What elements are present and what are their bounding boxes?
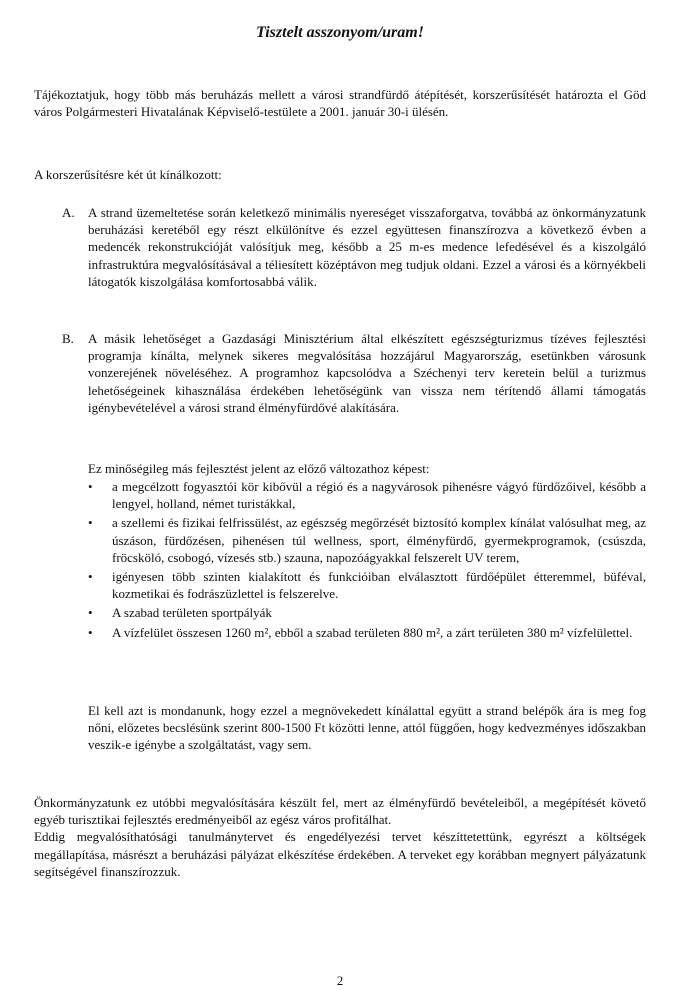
list-item	[88, 624, 646, 641]
list-item	[88, 514, 646, 566]
option-a	[62, 204, 646, 290]
option-b-text: A másik lehetőséget a Gazdasági Minisztérium által elkészített egészségturizmus tízéves fejlesztési programja kínálta, melynek sikeres megvalósítása hozzájárul Magyarország, esetünkben városunk vonzerejének növeléséhez. A programhoz kapcsolódva a Széchenyi terv keretein belül a turizmus lehetőségeinek kihasználása érdekében lehetőségünk van vissza nem térítendő állami támogatás igénybevételével a városi strand élményfürdővé alakítására.	[88, 331, 646, 415]
option-a-marker: A.	[62, 205, 75, 220]
price-note-paragraph: El kell azt is mondanunk, hogy ezzel a megnövekedett kínálattal együtt a strand belépők ára is meg fog nőni, előzetes becslésünk szerint 800-1500 Ft közötti lenne, attól függően, hogy kedvezményes időszakban veszik-e igénybe a szolgáltatást, vagy sem.	[88, 703, 646, 753]
list-item-text: igényesen több szinten kialakított és funkcióiban elválasztott fürdőépület étteremmel, büféval, kozmetikai és fodrászüzlettel is felszerelve.	[112, 569, 646, 602]
list-item-text: A szabad területen sportpályák	[112, 605, 272, 621]
closing-paragraph-2: Eddig megvalósíthatósági tanulmánytervet és engedélyezési tervet készíttetettünk, egyrészt a költségek megállapítása, másrészt a beruházási pályázat elkészítése érdekében. A terveket egy korábban megnyert pályázatunk segítségével finanszírozzuk.	[34, 829, 646, 879]
closing-paragraph-1: Önkormányzatunk ez utóbbi megvalósítására készült fel, mert az élményfürdő bevételeiből, a megépítését követő egyéb turisztikai fejlesztés eredményeiből az egész város profitálhat.	[34, 795, 646, 828]
option-a-text: A strand üzemeltetése során keletkező minimális nyereséget visszaforgatva, továbbá az önkormányzatunk beruházási keretéből egy részt elkülönítve és ezzel együttesen finanszírozva a következő évben a medencék rekonstrukcióját valósítjuk meg, később a 25 m-es medence lefedésével és a kiszolgáló infrastruktúra megvalósításával a téliesített középtávon meg tudjuk oldani. Ezzel a városi és a környékbeli látogatók kiszolgálása komfortosabbá válik.	[88, 205, 646, 289]
option-b	[62, 330, 646, 416]
bullet-icon: •	[88, 605, 93, 621]
options-intro-paragraph: A korszerűsítésre két út kínálkozott:	[34, 167, 222, 182]
option-b-marker: B.	[62, 331, 74, 346]
list-item	[88, 568, 646, 602]
closing-block	[34, 794, 646, 880]
list-item-text: a szellemi és fizikai felfrissülést, az egészség megőrzését biztosító komplex kínálat valósulhat meg, az úszáson, fürdőzésen, pihenésen túl wellness, sport, élményfürdő, gyermekprogramok, (csúszda, fröcsköló, csobogó, vízesés stb.) szauna, napozóágyakkal felszerelt UV terem,	[112, 515, 646, 565]
bullet-icon: •	[88, 569, 93, 585]
feature-list	[88, 478, 646, 643]
bullet-icon: •	[88, 479, 93, 494]
list-item-text: a megcélzott fogyasztói kör kibővül a régió és a nagyvárosok pihenésre vágyó fürdőzőivel, később a lengyel, holland, német turistákkal,	[112, 479, 646, 512]
bullet-icon: •	[88, 515, 93, 531]
list-item	[88, 478, 646, 512]
page-number: 2	[336, 973, 344, 988]
document-title: Tisztelt asszonyom/uram!	[256, 24, 424, 41]
bullet-icon: •	[88, 624, 93, 640]
intro-paragraph: Tájékoztatjuk, hogy több más beruházás mellett a városi strandfürdő átépítését, korszerűsítését határozta el Göd város Polgármesteri Hivatalának Képviselő-testülete a 2001. január 30-i ülésén.	[34, 87, 646, 120]
list-item-text: A vízfelület összesen 1260 m², ebből a szabad területen 880 m², a zárt területen 380 m² vízfelülettel.	[112, 624, 633, 640]
difference-intro: Ez minőségileg más fejlesztést jelent az előző változathoz képest:	[88, 461, 430, 476]
list-item	[88, 604, 646, 621]
